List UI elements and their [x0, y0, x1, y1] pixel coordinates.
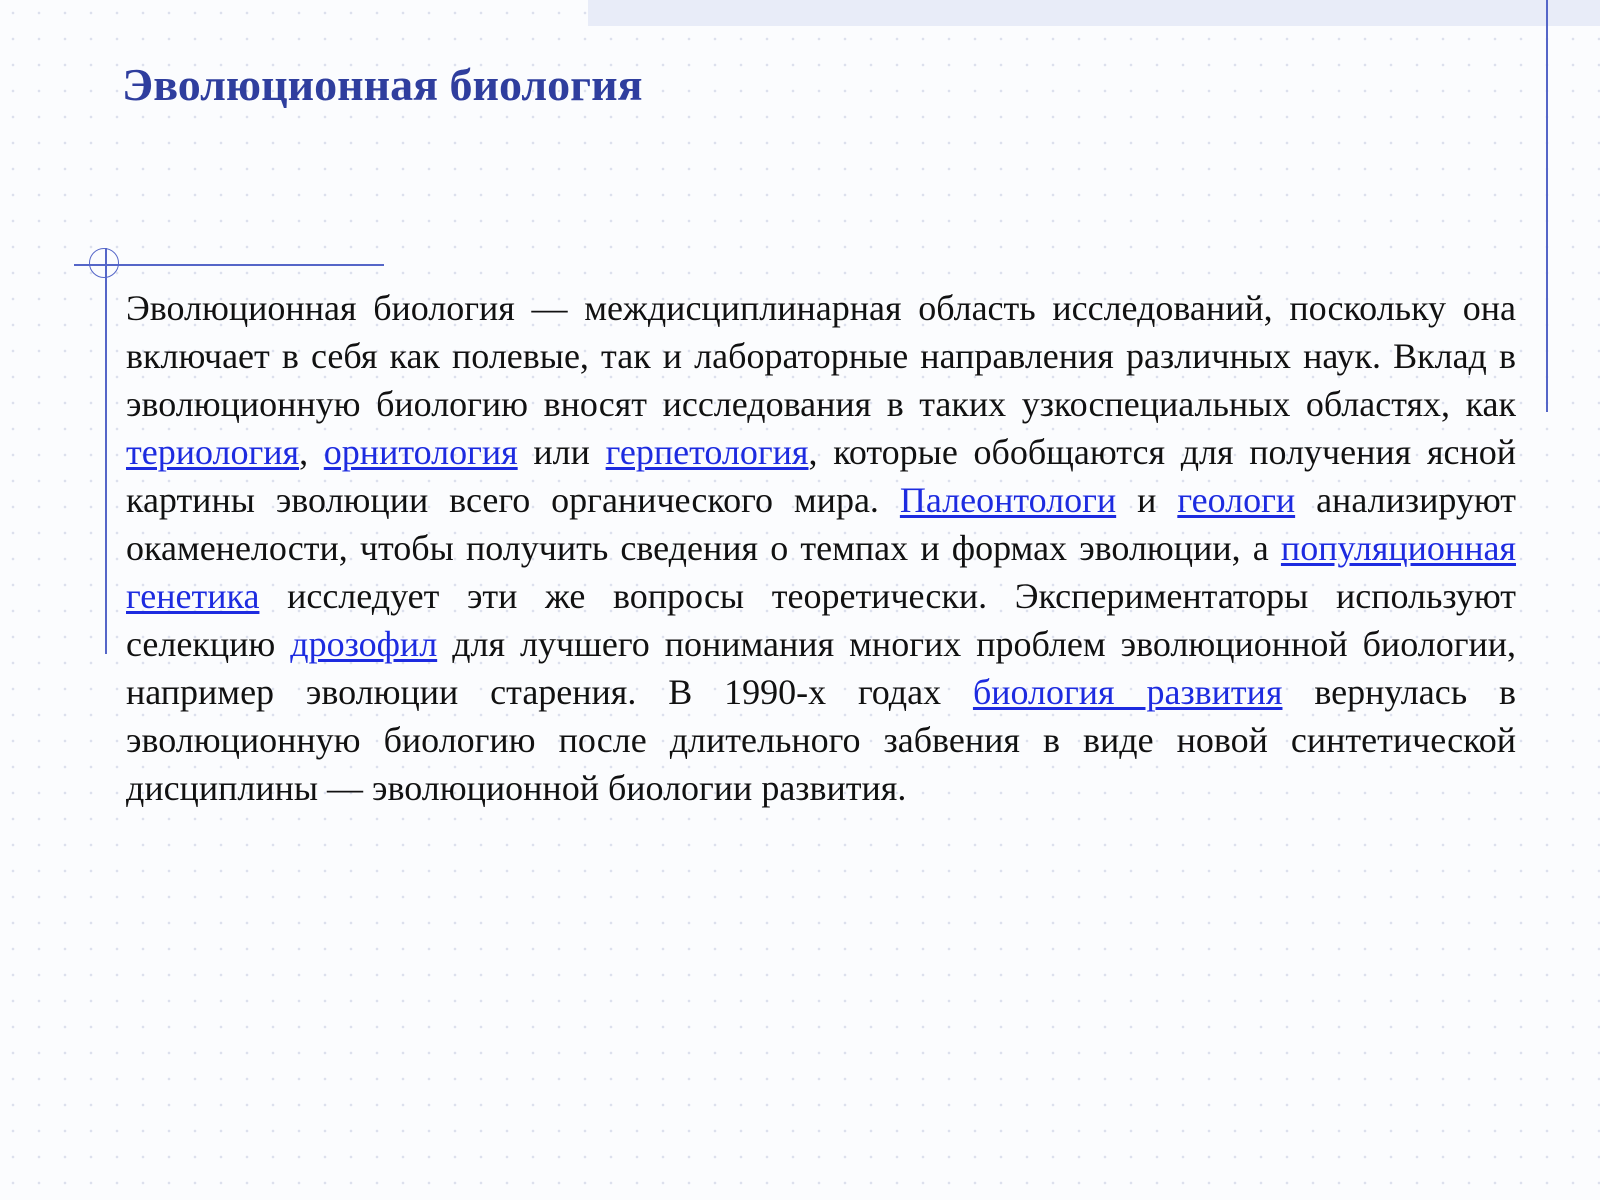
text-segment: и: [1116, 480, 1178, 520]
text-segment: анализируют окаменелости, чтобы получить сведения о темпах и формах эволюции, а: [126, 480, 1517, 568]
text-segment: вернулась в эволюционную биологию после длительного забвения в виде новой синтетической дисциплины — эволюционной биологии развития.: [126, 672, 1516, 808]
header-band: [588, 0, 1600, 26]
text-segment: ,: [299, 432, 324, 472]
text-segment: или: [517, 432, 606, 472]
link-teriology[interactable]: териология: [126, 432, 300, 472]
body-paragraph: [126, 284, 1516, 812]
vertical-divider-line: [105, 248, 107, 654]
link-paleontologists[interactable]: Палеонтологи: [899, 480, 1117, 520]
right-divider-line: [1546, 0, 1548, 412]
text-segment: , которые обобщаются для получения ясной картины эволюции всего органического мира.: [126, 432, 1517, 520]
link-drosophila[interactable]: дрозофил: [290, 624, 438, 664]
link-ornithology[interactable]: орнитология: [323, 432, 518, 472]
link-geologists[interactable]: геологи: [1177, 480, 1296, 520]
text-segment: для лучшего понимания многих проблем эволюционной биологии, например эволюции старения. В 1990-х годах: [126, 624, 1516, 712]
link-population-genetics[interactable]: популяционная генетика: [126, 528, 1516, 616]
link-developmental-biology[interactable]: биология развития: [972, 672, 1283, 712]
slide-title: Эволюционная биология: [122, 59, 643, 110]
corner-circle-ornament: [89, 248, 119, 278]
text-segment: исследует эти же вопросы теоретически. Экспериментаторы используют селекцию: [126, 576, 1516, 664]
text-segment: Эволюционная биология — междисциплинарная область исследований, поскольку она включает в себя как полевые, так и лабораторные направления различных наук. Вклад в эволюционную биологию вносят исследования в таких узкоспециальных областях, как: [126, 288, 1516, 424]
link-herpetology[interactable]: герпетология: [605, 432, 809, 472]
horizontal-divider-line: [74, 264, 384, 266]
